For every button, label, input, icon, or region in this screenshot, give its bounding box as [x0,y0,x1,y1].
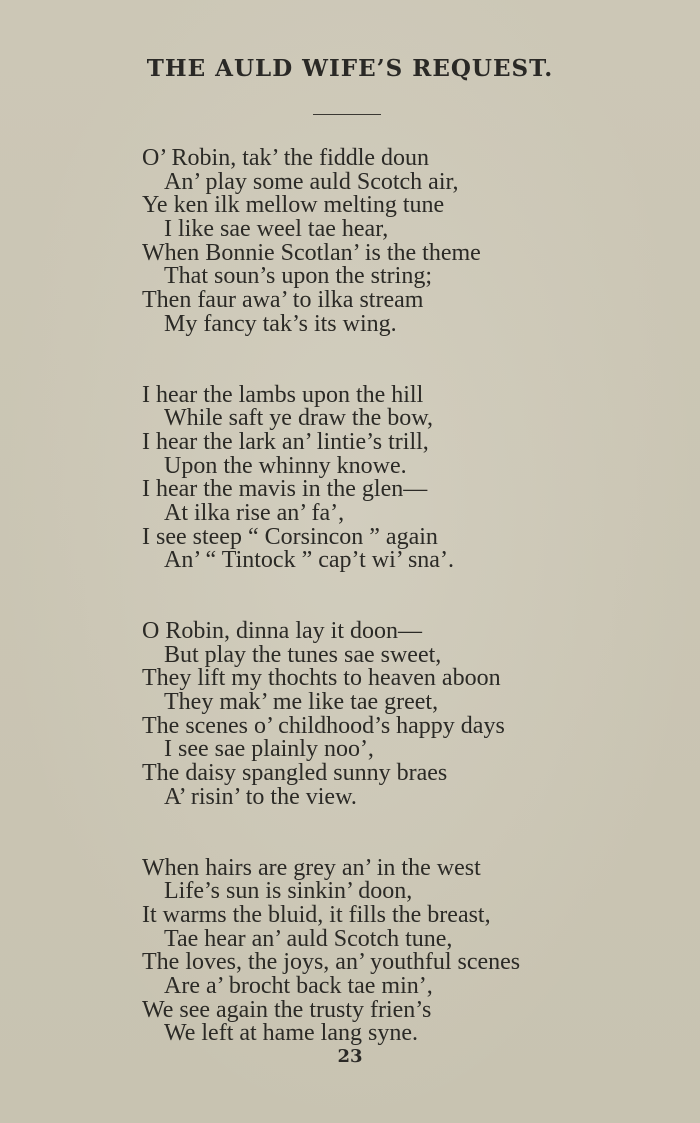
poem-line: When Bonnie Scotlan’ is the theme [142,239,481,266]
stanza-2 [142,381,662,574]
poem-line: A’ risin’ to the view. [164,783,357,810]
poem-line: While saft ye draw the bow, [164,405,434,432]
poem-line: O Robin, dinna lay it doon— [142,618,422,644]
page-title: THE AULD WIFE’S REQUEST. [146,55,554,82]
poem-line: Then faur awa’ to ilka stream [142,287,424,314]
poem-line: The loves, the joys, an’ youthful scenes [142,949,521,976]
poem-line: We left at hame lang syne. [164,1020,418,1047]
poem-line: The scenes o’ childhood’s happy days [142,712,505,739]
poem-line: I hear the lark an’ lintie’s trill, [142,428,429,455]
stanza-1 [142,147,662,337]
poem-line: They mak’ me like tae greet, [164,689,439,716]
poem-line: I hear the mavis in the glen— [142,476,428,503]
poem-line: We see again the trusty frien’s [142,996,432,1023]
poem-line: When hairs are grey an’ in the west [142,854,481,881]
poem-line: I see sae plainly noo’, [164,736,374,763]
poem-line: I like sae weel tae hear, [164,216,389,243]
stanza-3 [142,620,662,810]
poem-line: My fancy tak’s its wing. [164,310,397,337]
poem-line: An’ play some auld Scotch air, [164,168,459,195]
title-rule [313,114,381,115]
poem-line: An’ “ Tintock ” cap’t wi’ sna’. [164,547,454,574]
poem-line: Are a’ brocht back tae min’, [164,972,433,999]
poem-line: Life’s sun is sinkin’ doon, [164,878,413,905]
poem-line: I see steep “ Corsincon ” again [142,523,438,550]
stanza-4 [142,854,662,1047]
poem-line: I hear the lambs upon the hill [142,381,424,408]
poem [142,147,662,1046]
poem-line: It warms the bluid, it fills the breast, [142,901,491,928]
poem-line: But play the tunes sae sweet, [164,641,442,668]
poem-line: Upon the whinny knowe. [164,452,407,479]
poem-line: They lift my thochts to heaven aboon [142,665,501,692]
poem-line: Ye ken ilk mellow melting tune [142,192,445,219]
poem-line: O’ Robin, tak’ the fiddle doun [142,145,430,171]
poem-line: The daisy spangled sunny braes [142,760,448,787]
poem-line: Tae hear an’ auld Scotch tune, [164,925,453,952]
page-number: 23 [337,1046,363,1067]
poem-line: At ilka rise an’ fa’, [164,499,345,526]
poem-line: That soun’s upon the string; [164,263,432,290]
